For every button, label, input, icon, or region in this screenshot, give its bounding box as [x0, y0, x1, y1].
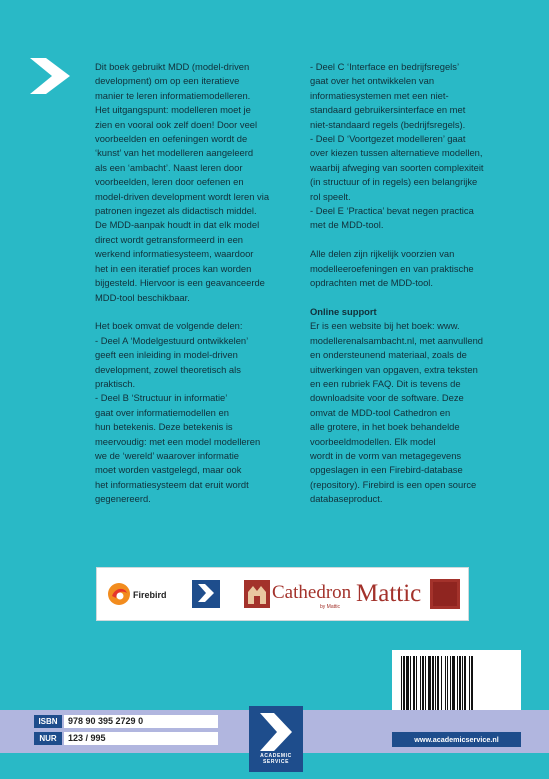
- text-line: bijgesteld. Hiervoor is een geavanceerde: [95, 277, 265, 289]
- text-line: als een ‘ambacht’. Naast leren door: [95, 161, 243, 173]
- text-line: wordt in de vorm van metagegevens: [310, 449, 462, 461]
- text-line: uitwerkingen van opgaven, extra teksten: [310, 363, 478, 375]
- text-line: patronen ingezet als didactisch middel.: [95, 205, 257, 217]
- text-line: Het uitgangspunt: modelleren moet je: [95, 104, 251, 116]
- book-parts-list: [95, 319, 295, 506]
- isbn-label: ISBN: [34, 715, 62, 728]
- publisher-website[interactable]: www.academicservice.nl: [392, 732, 521, 747]
- text-line: gegenereerd.: [95, 493, 151, 505]
- text-line: meervoudig: met een model modelleren: [95, 435, 261, 447]
- text-line: werkend informatiesysteem, waardoor: [95, 248, 254, 260]
- firebird-wordmark: Firebird: [133, 590, 167, 600]
- text-line: development) om op een iteratieve: [95, 75, 240, 87]
- chevron-logo-icon: [30, 58, 70, 94]
- isbn-row: [34, 715, 218, 728]
- book-parts-list-continued: [310, 60, 510, 233]
- text-line: (in structuur of in regels) een belangrijke: [310, 176, 478, 188]
- text-line: standaard gebruikersinterface en met: [310, 104, 466, 116]
- text-line: MDD-tool beschikbaar.: [95, 291, 190, 303]
- text-line: zien en vooral ook zelf doen! Door veel: [95, 118, 258, 130]
- text-line: (repository). Firebird is een open source: [310, 478, 477, 490]
- intro-paragraph: [95, 60, 295, 305]
- text-line: hun betekenis. Deze betekenis is: [95, 421, 233, 433]
- text-line: en een rubriek FAQ. Dit is tevens de: [310, 377, 461, 389]
- mattic-logo: [352, 568, 464, 620]
- text-line: praktisch.: [95, 377, 136, 389]
- cathedron-logo: [242, 568, 352, 620]
- text-line: opgeslagen in een Firebird-database: [310, 464, 463, 476]
- cathedron-wordmark: Cathedron: [272, 582, 352, 603]
- text-line: - Deel E ‘Practica’ bevat negen practica: [310, 205, 474, 217]
- text-line: het in een iteratief proces kan worden: [95, 262, 252, 274]
- text-line: modellerenalsambacht.nl, met aanvullend: [310, 334, 484, 346]
- text-line: - Deel B ‘Structuur in informatie’: [95, 392, 228, 404]
- text-line: moet worden vastgelegd, maar ook: [95, 464, 242, 476]
- text-line: downloadsite voor de software. Deze: [310, 392, 464, 404]
- text-line: niet-standaard regels (bedrijfsregels).: [310, 118, 466, 130]
- text-line: model-driven development wordt leren via: [95, 190, 270, 202]
- publisher-chevron-icon: [258, 713, 294, 751]
- publisher-name-line2: SERVICE: [262, 759, 290, 765]
- cathedron-subtitle: by Mattic: [320, 604, 341, 610]
- nur-row: [34, 732, 218, 745]
- nur-label: NUR: [34, 732, 62, 745]
- nur-value: 123 / 995: [64, 732, 218, 745]
- text-line: Er is een website bij het boek: www.: [310, 320, 460, 332]
- text-line: geeft een inleiding in model-driven: [95, 349, 238, 361]
- left-text-column: [95, 60, 295, 507]
- text-line: databaseproduct.: [310, 493, 383, 505]
- text-line: development, zowel theoretisch als: [95, 363, 241, 375]
- text-line: - Deel C ‘Interface en bedrijfsregels’: [310, 61, 460, 72]
- exercises-paragraph: [310, 247, 510, 290]
- text-line: - Deel D ‘Voortgezet modelleren’ gaat: [310, 133, 466, 145]
- mattic-square-icon: [430, 579, 460, 609]
- publisher-name-line1: ACADEMIC: [260, 753, 292, 759]
- text-line: over kiezen tussen alternatieve modellen,: [310, 147, 483, 159]
- text-line: voorbeelden en oefeningen wordt de: [95, 133, 248, 145]
- text-line: direct wordt getransformeerd in een: [95, 233, 243, 245]
- right-text-column: [310, 60, 510, 507]
- text-line: gaat over informatiemodellen en: [95, 406, 229, 418]
- academic-service-small-logo: [191, 568, 221, 620]
- text-line: we de ‘wereld’ waarover informatie: [95, 449, 239, 461]
- text-line: modelleeroefeningen en van praktische: [310, 262, 474, 274]
- text-line: Dit boek gebruikt MDD (model-driven: [95, 61, 250, 72]
- firebird-flame-icon: [107, 582, 131, 606]
- barcode-bars-icon: [401, 656, 512, 714]
- cathedron-emblem-icon: [244, 580, 270, 608]
- mattic-wordmark: Mattic: [356, 580, 422, 607]
- firebird-logo: [105, 568, 187, 620]
- text-line: De MDD-aanpak houdt in dat elk model: [95, 219, 260, 231]
- text-line: informatiesystemen met een niet-: [310, 89, 449, 101]
- text-line: gaat over het ontwikkelen van: [310, 75, 435, 87]
- text-line: voorbeelden, leren door oefenen en: [95, 176, 244, 188]
- text-line: - Deel A ‘Modelgestuurd ontwikkelen’: [95, 334, 249, 346]
- online-support-paragraph: [310, 319, 510, 506]
- text-line: rol speelt.: [310, 190, 351, 202]
- academic-service-chevron-icon: [192, 580, 220, 608]
- isbn-value: 978 90 395 2729 0: [64, 715, 218, 728]
- text-line: opdrachten met de MDD-tool.: [310, 277, 433, 289]
- text-line: voorbeeldmodellen. Elk model: [310, 435, 436, 447]
- partner-logo-strip: [96, 567, 469, 621]
- text-line: en ondersteunend materiaal, zoals de: [310, 349, 467, 361]
- publisher-logo: [249, 706, 303, 772]
- text-line: met de MDD-tool.: [310, 219, 384, 231]
- text-line: het informatiesysteem dat eruit wordt: [95, 478, 249, 490]
- text-line: ‘kunst’ van het modelleren aangeleerd: [95, 147, 254, 159]
- text-line: waarbij afweging van soorten complexiteit: [310, 161, 484, 173]
- online-support-heading: Online support: [310, 305, 377, 317]
- text-line: Alle delen zijn rijkelijk voorzien van: [310, 248, 455, 260]
- text-line: alle grotere, in het boek behandelde: [310, 421, 460, 433]
- text-line: omvat de MDD-tool Cathedron en: [310, 406, 451, 418]
- text-line: Het boek omvat de volgende delen:: [95, 320, 243, 332]
- text-line: manier te leren informatiemodelleren.: [95, 89, 251, 101]
